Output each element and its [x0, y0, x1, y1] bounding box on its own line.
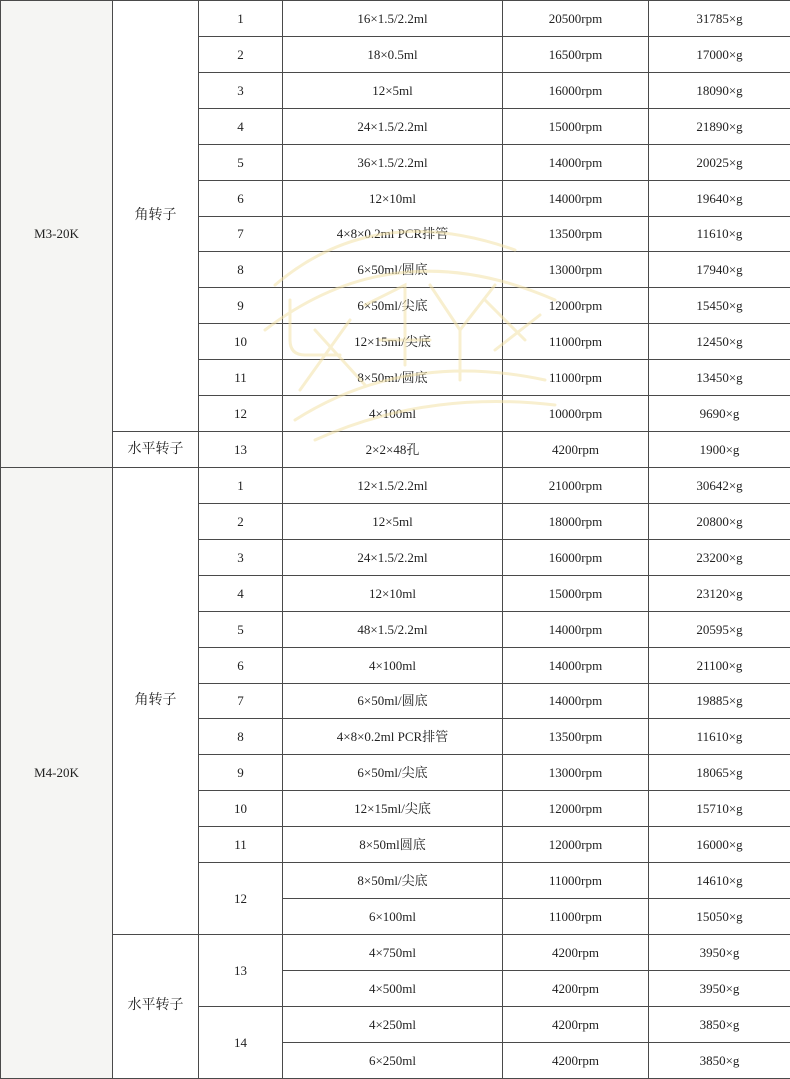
max-rcf-cell: 11610×g	[649, 216, 790, 252]
capacity-cell: 4×500ml	[283, 970, 503, 1006]
max-rcf-cell: 16000×g	[649, 827, 790, 863]
rotor-number-cell: 1	[199, 467, 283, 503]
capacity-cell: 8×50ml/圆底	[283, 360, 503, 396]
capacity-cell: 6×50ml/圆底	[283, 252, 503, 288]
max-speed-cell: 13000rpm	[503, 755, 649, 791]
rotor-number-cell: 11	[199, 360, 283, 396]
rotor-number-cell: 10	[199, 324, 283, 360]
rotor-number-cell: 1	[199, 1, 283, 37]
max-speed-cell: 13500rpm	[503, 216, 649, 252]
max-speed-cell: 16000rpm	[503, 539, 649, 575]
max-rcf-cell: 20800×g	[649, 503, 790, 539]
capacity-cell: 8×50ml/尖底	[283, 863, 503, 899]
rotor-type-cell: 角转子	[113, 467, 199, 934]
max-speed-cell: 20500rpm	[503, 1, 649, 37]
rotor-number-cell: 5	[199, 611, 283, 647]
rotor-type-cell: 水平转子	[113, 432, 199, 468]
rotor-number-cell: 4	[199, 575, 283, 611]
rotor-number-cell: 11	[199, 827, 283, 863]
max-speed-cell: 4200rpm	[503, 432, 649, 468]
rotor-number-cell: 14	[199, 1006, 283, 1078]
max-rcf-cell: 15450×g	[649, 288, 790, 324]
capacity-cell: 24×1.5/2.2ml	[283, 108, 503, 144]
capacity-cell: 24×1.5/2.2ml	[283, 539, 503, 575]
table-row	[1, 467, 790, 503]
max-rcf-cell: 21100×g	[649, 647, 790, 683]
max-rcf-cell: 23200×g	[649, 539, 790, 575]
capacity-cell: 4×8×0.2ml PCR排管	[283, 719, 503, 755]
max-speed-cell: 4200rpm	[503, 934, 649, 970]
max-speed-cell: 12000rpm	[503, 827, 649, 863]
rotor-number-cell: 6	[199, 647, 283, 683]
max-rcf-cell: 12450×g	[649, 324, 790, 360]
rotor-number-cell: 3	[199, 72, 283, 108]
max-rcf-cell: 1900×g	[649, 432, 790, 468]
rotor-number-cell: 4	[199, 108, 283, 144]
capacity-cell: 12×10ml	[283, 180, 503, 216]
max-rcf-cell: 21890×g	[649, 108, 790, 144]
capacity-cell: 6×50ml/尖底	[283, 755, 503, 791]
rotor-number-cell: 8	[199, 252, 283, 288]
max-speed-cell: 4200rpm	[503, 1042, 649, 1078]
rotor-number-cell: 2	[199, 36, 283, 72]
max-speed-cell: 14000rpm	[503, 647, 649, 683]
model-cell: M3-20K	[1, 1, 113, 468]
capacity-cell: 12×15ml/尖底	[283, 324, 503, 360]
max-rcf-cell: 19885×g	[649, 683, 790, 719]
max-rcf-cell: 19640×g	[649, 180, 790, 216]
max-speed-cell: 15000rpm	[503, 575, 649, 611]
capacity-cell: 36×1.5/2.2ml	[283, 144, 503, 180]
rotor-number-cell: 6	[199, 180, 283, 216]
max-rcf-cell: 30642×g	[649, 467, 790, 503]
max-speed-cell: 21000rpm	[503, 467, 649, 503]
rotor-number-cell: 3	[199, 539, 283, 575]
max-speed-cell: 16000rpm	[503, 72, 649, 108]
max-rcf-cell: 20595×g	[649, 611, 790, 647]
capacity-cell: 8×50ml圆底	[283, 827, 503, 863]
table-row	[1, 432, 790, 468]
table-row	[1, 934, 790, 970]
rotor-number-cell: 13	[199, 432, 283, 468]
capacity-cell: 2×2×48孔	[283, 432, 503, 468]
max-rcf-cell: 15050×g	[649, 899, 790, 935]
capacity-cell: 6×50ml/尖底	[283, 288, 503, 324]
max-rcf-cell: 17940×g	[649, 252, 790, 288]
max-rcf-cell: 9690×g	[649, 396, 790, 432]
max-speed-cell: 10000rpm	[503, 396, 649, 432]
max-rcf-cell: 20025×g	[649, 144, 790, 180]
rotor-type-cell: 角转子	[113, 1, 199, 432]
table-row	[1, 1, 790, 37]
rotor-type-cell: 水平转子	[113, 934, 199, 1078]
capacity-cell: 18×0.5ml	[283, 36, 503, 72]
rotor-number-cell: 12	[199, 396, 283, 432]
max-speed-cell: 4200rpm	[503, 970, 649, 1006]
capacity-cell: 6×250ml	[283, 1042, 503, 1078]
rotor-number-cell: 7	[199, 683, 283, 719]
max-rcf-cell: 3850×g	[649, 1042, 790, 1078]
capacity-cell: 16×1.5/2.2ml	[283, 1, 503, 37]
capacity-cell: 12×15ml/尖底	[283, 791, 503, 827]
max-rcf-cell: 3850×g	[649, 1006, 790, 1042]
max-rcf-cell: 3950×g	[649, 970, 790, 1006]
max-rcf-cell: 11610×g	[649, 719, 790, 755]
rotor-number-cell: 12	[199, 863, 283, 935]
max-rcf-cell: 18090×g	[649, 72, 790, 108]
rotor-number-cell: 2	[199, 503, 283, 539]
capacity-cell: 12×5ml	[283, 503, 503, 539]
max-speed-cell: 12000rpm	[503, 288, 649, 324]
capacity-cell: 4×100ml	[283, 647, 503, 683]
max-speed-cell: 12000rpm	[503, 791, 649, 827]
max-rcf-cell: 17000×g	[649, 36, 790, 72]
max-speed-cell: 11000rpm	[503, 863, 649, 899]
max-rcf-cell: 23120×g	[649, 575, 790, 611]
max-speed-cell: 15000rpm	[503, 108, 649, 144]
max-speed-cell: 11000rpm	[503, 899, 649, 935]
capacity-cell: 12×1.5/2.2ml	[283, 467, 503, 503]
max-speed-cell: 14000rpm	[503, 180, 649, 216]
max-rcf-cell: 15710×g	[649, 791, 790, 827]
max-speed-cell: 14000rpm	[503, 683, 649, 719]
max-speed-cell: 14000rpm	[503, 144, 649, 180]
rotor-number-cell: 8	[199, 719, 283, 755]
capacity-cell: 12×5ml	[283, 72, 503, 108]
max-rcf-cell: 31785×g	[649, 1, 790, 37]
capacity-cell: 12×10ml	[283, 575, 503, 611]
capacity-cell: 6×50ml/圆底	[283, 683, 503, 719]
capacity-cell: 4×8×0.2ml PCR排管	[283, 216, 503, 252]
max-speed-cell: 14000rpm	[503, 611, 649, 647]
max-speed-cell: 18000rpm	[503, 503, 649, 539]
max-rcf-cell: 3950×g	[649, 934, 790, 970]
max-speed-cell: 11000rpm	[503, 324, 649, 360]
rotor-number-cell: 9	[199, 755, 283, 791]
rotor-number-cell: 10	[199, 791, 283, 827]
capacity-cell: 48×1.5/2.2ml	[283, 611, 503, 647]
capacity-cell: 6×100ml	[283, 899, 503, 935]
max-rcf-cell: 13450×g	[649, 360, 790, 396]
rotor-number-cell: 13	[199, 934, 283, 1006]
max-rcf-cell: 18065×g	[649, 755, 790, 791]
capacity-cell: 4×250ml	[283, 1006, 503, 1042]
rotor-number-cell: 7	[199, 216, 283, 252]
rotor-number-cell: 5	[199, 144, 283, 180]
model-cell: M4-20K	[1, 467, 113, 1078]
max-speed-cell: 4200rpm	[503, 1006, 649, 1042]
max-speed-cell: 16500rpm	[503, 36, 649, 72]
capacity-cell: 4×750ml	[283, 934, 503, 970]
capacity-cell: 4×100ml	[283, 396, 503, 432]
rotor-spec-table-body	[1, 1, 790, 1079]
max-speed-cell: 11000rpm	[503, 360, 649, 396]
max-speed-cell: 13500rpm	[503, 719, 649, 755]
max-rcf-cell: 14610×g	[649, 863, 790, 899]
max-speed-cell: 13000rpm	[503, 252, 649, 288]
rotor-number-cell: 9	[199, 288, 283, 324]
